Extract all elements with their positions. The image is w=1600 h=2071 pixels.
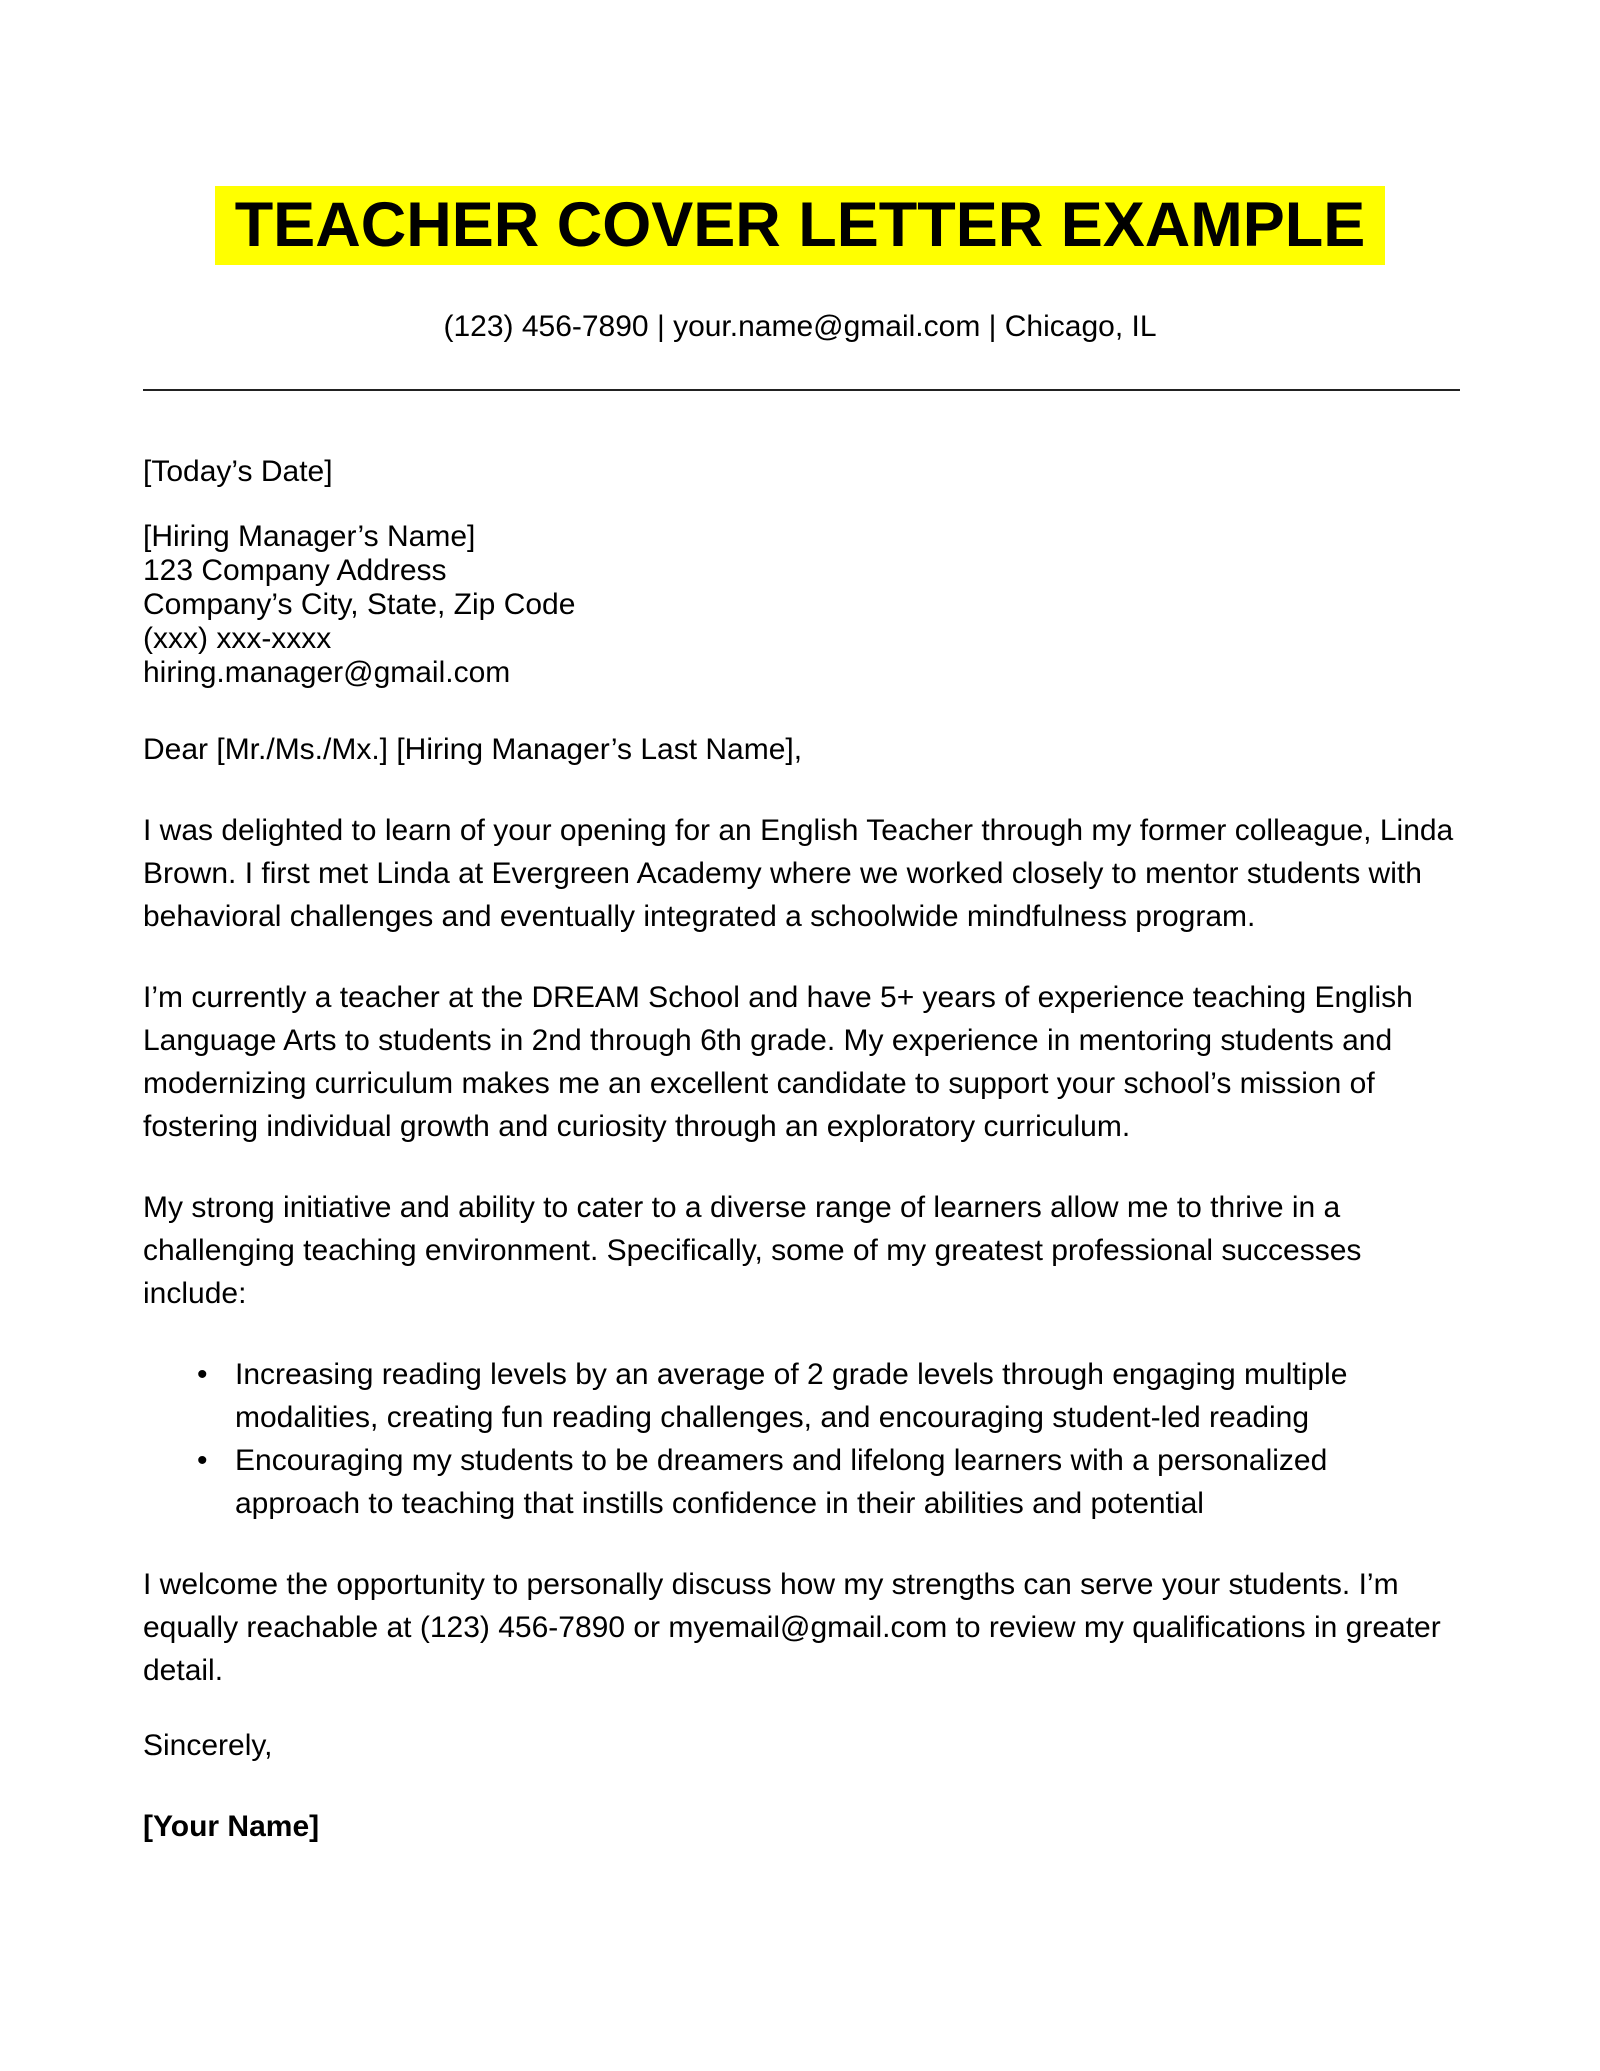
achievement-text: Encouraging my students to be dreamers and lifelong learners with a personalized approach to teaching that instills confidence in their abilities and potential — [235, 1444, 1328, 1520]
achievements-list — [143, 1353, 1460, 1525]
header-divider — [143, 389, 1460, 391]
achievement-item — [143, 1353, 1460, 1439]
title-highlight: TEACHER COVER LETTER EXAMPLE — [215, 186, 1386, 265]
closing-paragraph: I welcome the opportunity to personally discuss how my strengths can serve your students. I’m equally reachable at (123) 456-7890 or myemail@gmail.com to review my qualifications in greater detail. — [143, 1568, 1441, 1687]
recipient-line: Company’s City, State, Zip Code — [143, 588, 576, 621]
contact-line: (123) 456-7890 | your.name@gmail.com | Chicago, IL — [443, 310, 1157, 343]
body-paragraph-3: My strong initiative and ability to cater to a diverse range of learners allow me to thrive in a challenging teaching environment. Specifically, some of my greatest professional successes include: — [143, 1191, 1362, 1310]
salutation: Dear [Mr./Ms./Mx.] [Hiring Manager’s Last Name], — [143, 733, 803, 766]
bullet-icon: • — [197, 1444, 208, 1477]
letter-header — [0, 0, 1600, 391]
bullet-icon: • — [197, 1358, 208, 1391]
body-paragraph-2: I’m currently a teacher at the DREAM School and have 5+ years of experience teaching English Language Arts to students in 2nd through 6th grade. My experience in mentoring students and modernizing curriculum makes me an excellent candidate to support your school’s mission of fostering individual growth and curiosity through an exploratory curriculum. — [143, 981, 1413, 1143]
signoff: Sincerely, — [143, 1729, 273, 1762]
achievement-text: Increasing reading levels by an average of 2 grade levels through engaging multiple modalities, creating fun reading challenges, and encouraging student-led reading — [235, 1358, 1348, 1434]
recipient-line: [Hiring Manager’s Name] — [143, 520, 476, 553]
achievement-item — [143, 1439, 1460, 1525]
recipient-line: (xxx) xxx-xxxx — [143, 622, 332, 655]
recipient-line: 123 Company Address — [143, 554, 447, 587]
body-paragraph-1: I was delighted to learn of your opening for an English Teacher through my former colleague, Linda Brown. I first met Linda at Evergreen Academy where we worked closely to mentor students with behavioral challenges and eventually integrated a schoolwide mindfulness program. — [143, 814, 1454, 933]
recipient-line: hiring.manager@gmail.com — [143, 656, 511, 689]
recipient-block — [143, 520, 1460, 690]
date-placeholder: [Today’s Date] — [143, 455, 333, 488]
letter-body — [143, 455, 1460, 1848]
page-title — [0, 186, 1600, 265]
signature-name: [Your Name] — [143, 1810, 320, 1843]
